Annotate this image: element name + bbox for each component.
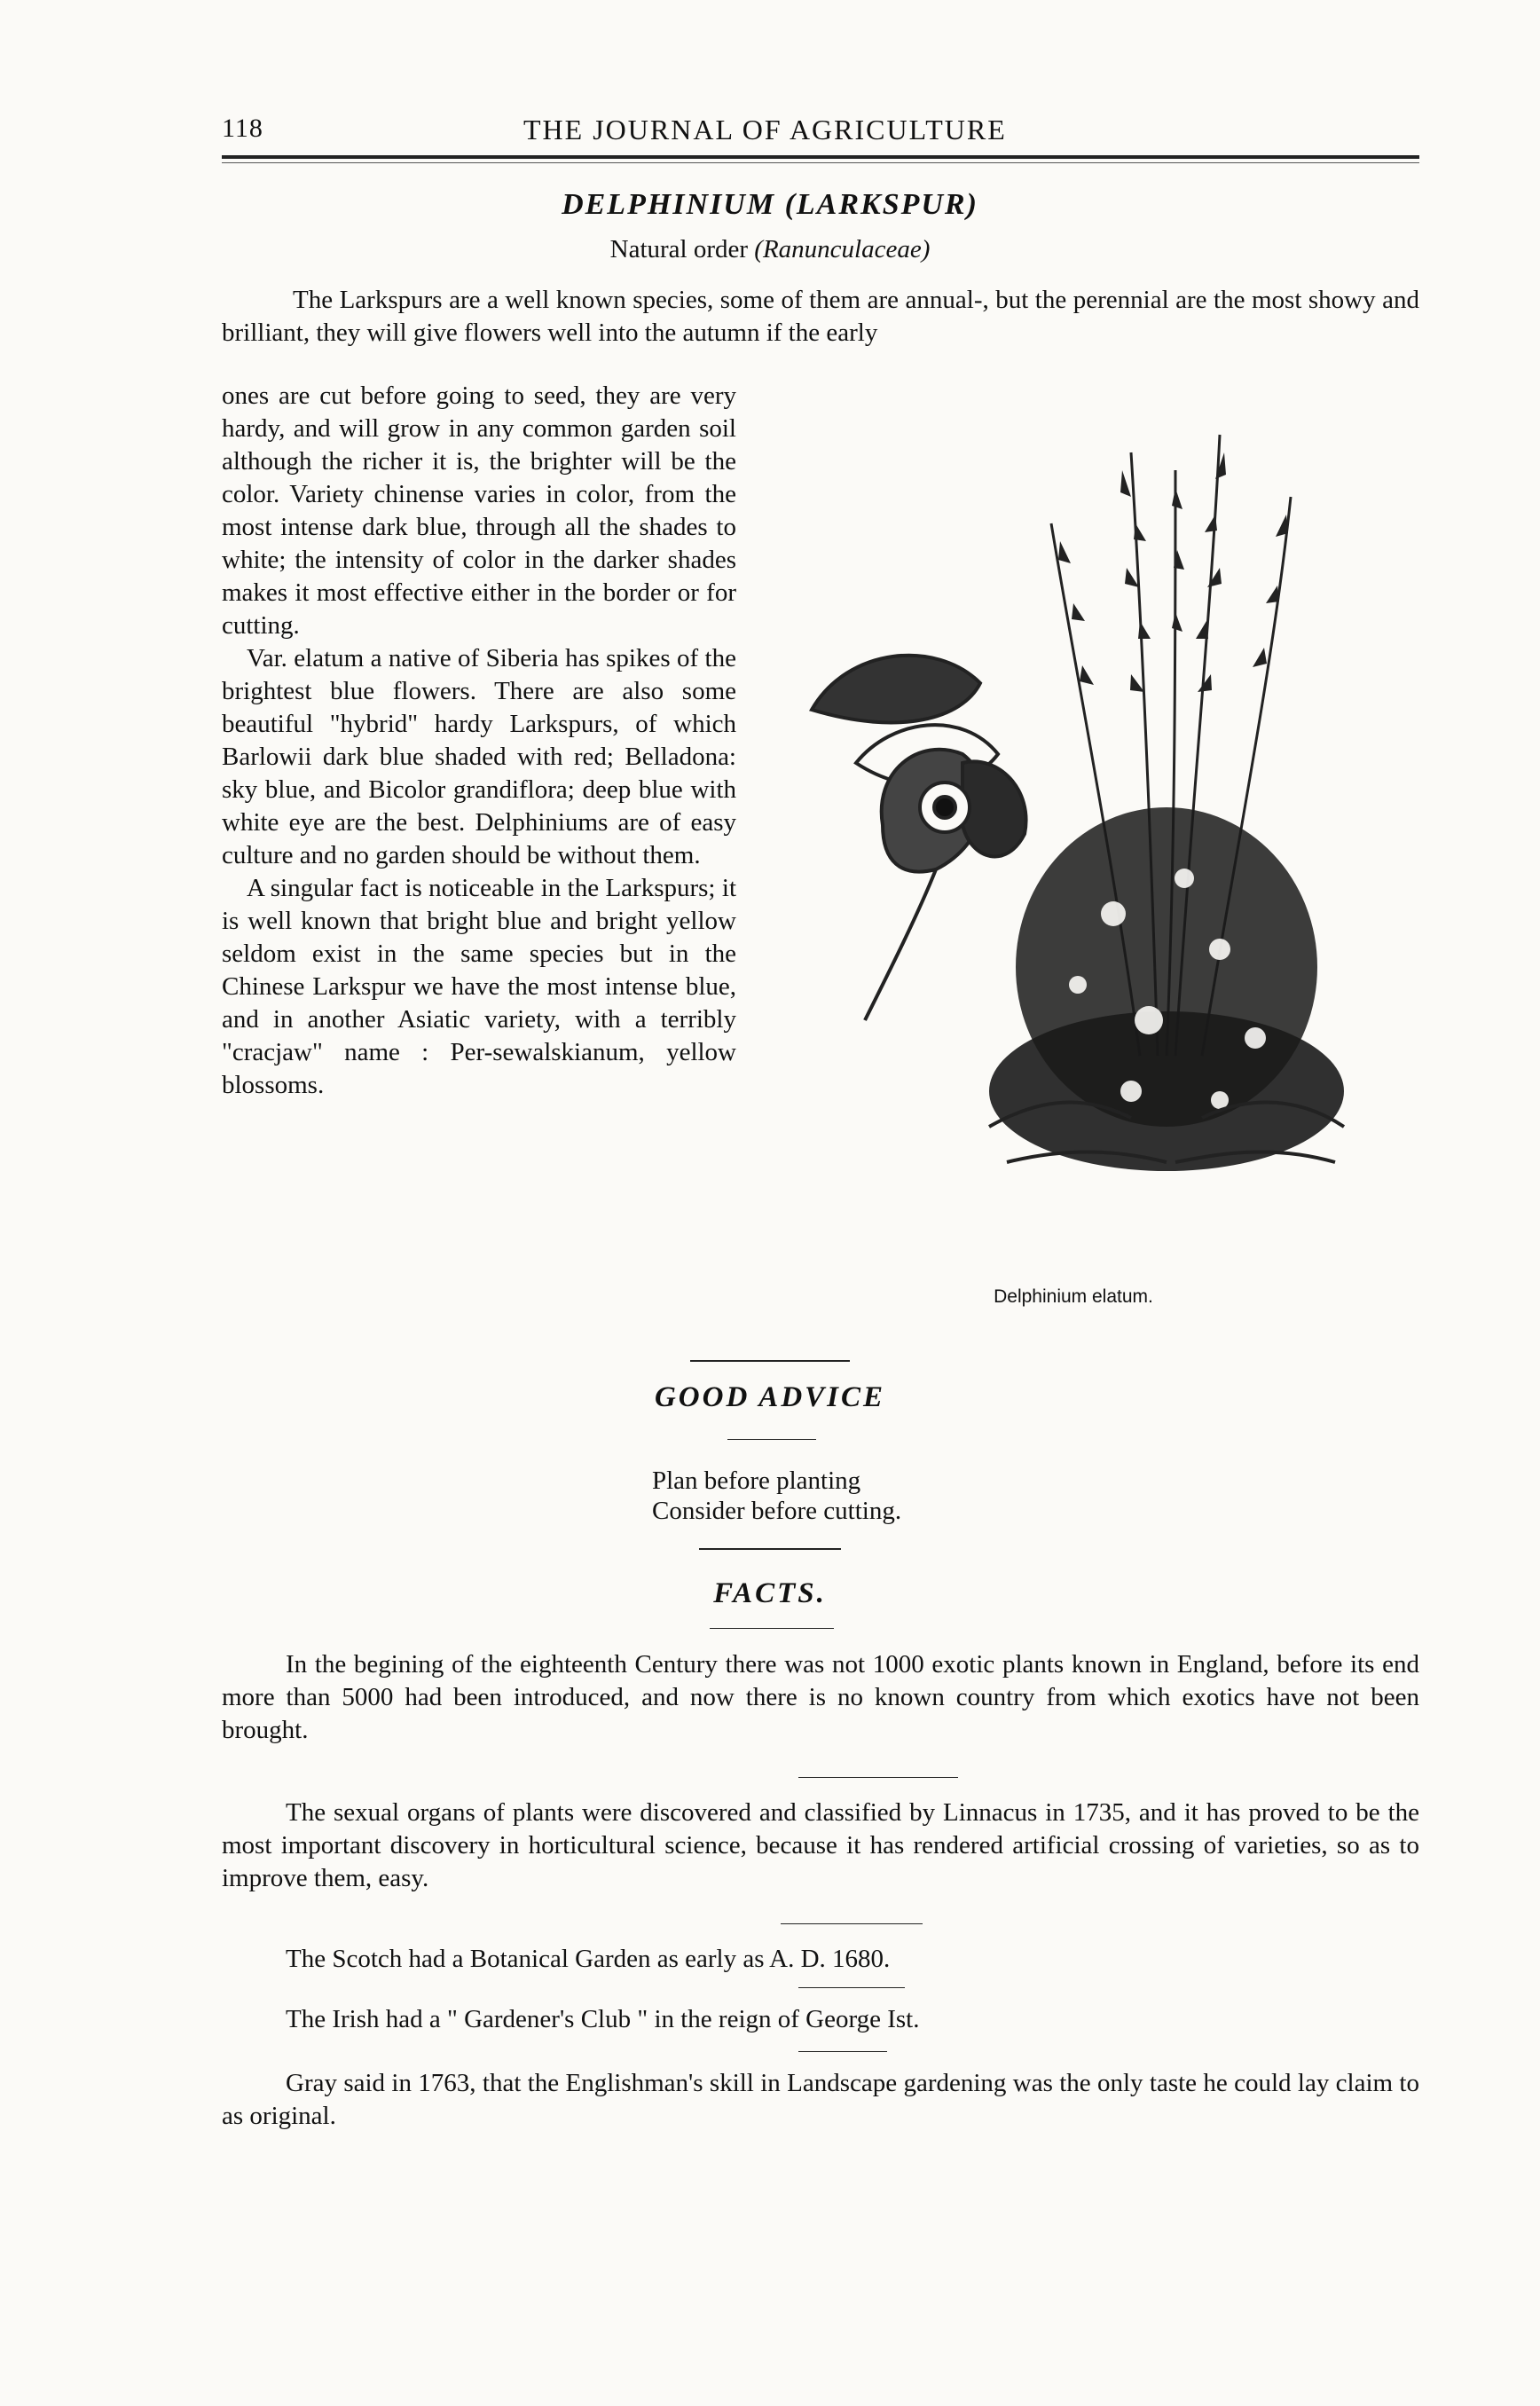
facts-text-5: Gray said in 1763, that the Englishman's skill in Landscape gardening was the only taste he could lay claim to as original. bbox=[222, 2069, 1419, 2130]
subtitle-order: (Ranunculaceae) bbox=[754, 235, 931, 263]
header-rule bbox=[222, 155, 1419, 159]
column-paragraph-1: ones are cut before going to seed, they are very hardy, and will grow in any common garden soil although the richer it is, the brighter will be the color. Variety chinense varies in color, from the most intense dark blue, through all the shades to white; the intensity of color in the darker shades makes it most effective either in the border or for cutting. bbox=[222, 381, 736, 640]
article-column bbox=[222, 380, 736, 1102]
running-header bbox=[222, 114, 1419, 149]
article-intro bbox=[222, 284, 1419, 350]
separator bbox=[690, 1360, 850, 1362]
journal-title: THE JOURNAL OF AGRICULTURE bbox=[523, 114, 1007, 145]
separator bbox=[798, 1987, 905, 1988]
facts-heading: FACTS. bbox=[713, 1577, 827, 1609]
column-paragraph-3: A singular fact is noticeable in the Larkspurs; it is well known that bright blue and bright yellow seldom exist in the same species but in the Chinese Larkspur we have the most intense blue, and in another Asiatic variety, with a terribly "cracjaw" name : Per-sewalskianum, yellow blossoms. bbox=[222, 874, 736, 1099]
intro-text: The Larkspurs are a well known species, some of them are annual-, but the perennial are the most showy and brilliant, they will give flowers well into the autumn if the early bbox=[222, 286, 1419, 347]
column-paragraph-2: Var. elatum a native of Siberia has spikes of the brightest blue flowers. There are also some beautiful "hybrid" hardy Larkspurs, of which Barlowii dark blue shaded with red; Belladona: sky blue, and Bicolor grandiflora; deep blue with white eye are the best. Delphiniums are of easy culture and no garden should be without them. bbox=[222, 644, 736, 869]
good-advice-heading: GOOD ADVICE bbox=[654, 1381, 886, 1413]
page-number: 118 bbox=[222, 114, 263, 143]
delphinium-illustration bbox=[758, 417, 1415, 1269]
facts-text-2: The sexual organs of plants were discovered and classified by Linnacus in 1735, and it has proved to be the most important discovery in horticultural science, because it has rendered artificial crossing of varieties, so as to improve them, easy. bbox=[222, 1798, 1419, 1892]
advice-line-2: Consider before cutting. bbox=[652, 1497, 902, 1525]
facts-item-4 bbox=[222, 2003, 1419, 2036]
facts-text-1: In the begining of the eighteenth Century there was not 1000 exotic plants known in England, before its end more than 5000 had been introduced, and now there is no known country from which exotics have not been brought. bbox=[222, 1650, 1419, 1744]
facts-item-2 bbox=[222, 1797, 1419, 1895]
facts-text-4: The Irish had a " Gardener's Club " in the reign of George Ist. bbox=[286, 2005, 920, 2033]
article-title: DELPHINIUM (LARKSPUR) bbox=[562, 188, 978, 221]
separator bbox=[710, 1628, 834, 1629]
header-rule-thin bbox=[222, 162, 1419, 163]
facts-item-5 bbox=[222, 2067, 1419, 2133]
subtitle-prefix: Natural order bbox=[609, 235, 749, 263]
facts-item-1 bbox=[222, 1648, 1419, 1747]
separator bbox=[781, 1923, 923, 1924]
separator bbox=[699, 1548, 841, 1550]
facts-item-3 bbox=[222, 1943, 1419, 1976]
separator bbox=[798, 1777, 958, 1778]
figure-caption: Delphinium elatum. bbox=[994, 1286, 1153, 1307]
good-advice-lines bbox=[652, 1466, 901, 1526]
separator bbox=[798, 2051, 887, 2052]
advice-line-1: Plan before planting bbox=[652, 1466, 861, 1495]
facts-text-3: The Scotch had a Botanical Garden as early as A. D. 1680. bbox=[286, 1945, 891, 1973]
separator bbox=[727, 1439, 816, 1440]
article-subtitle bbox=[0, 235, 1540, 264]
